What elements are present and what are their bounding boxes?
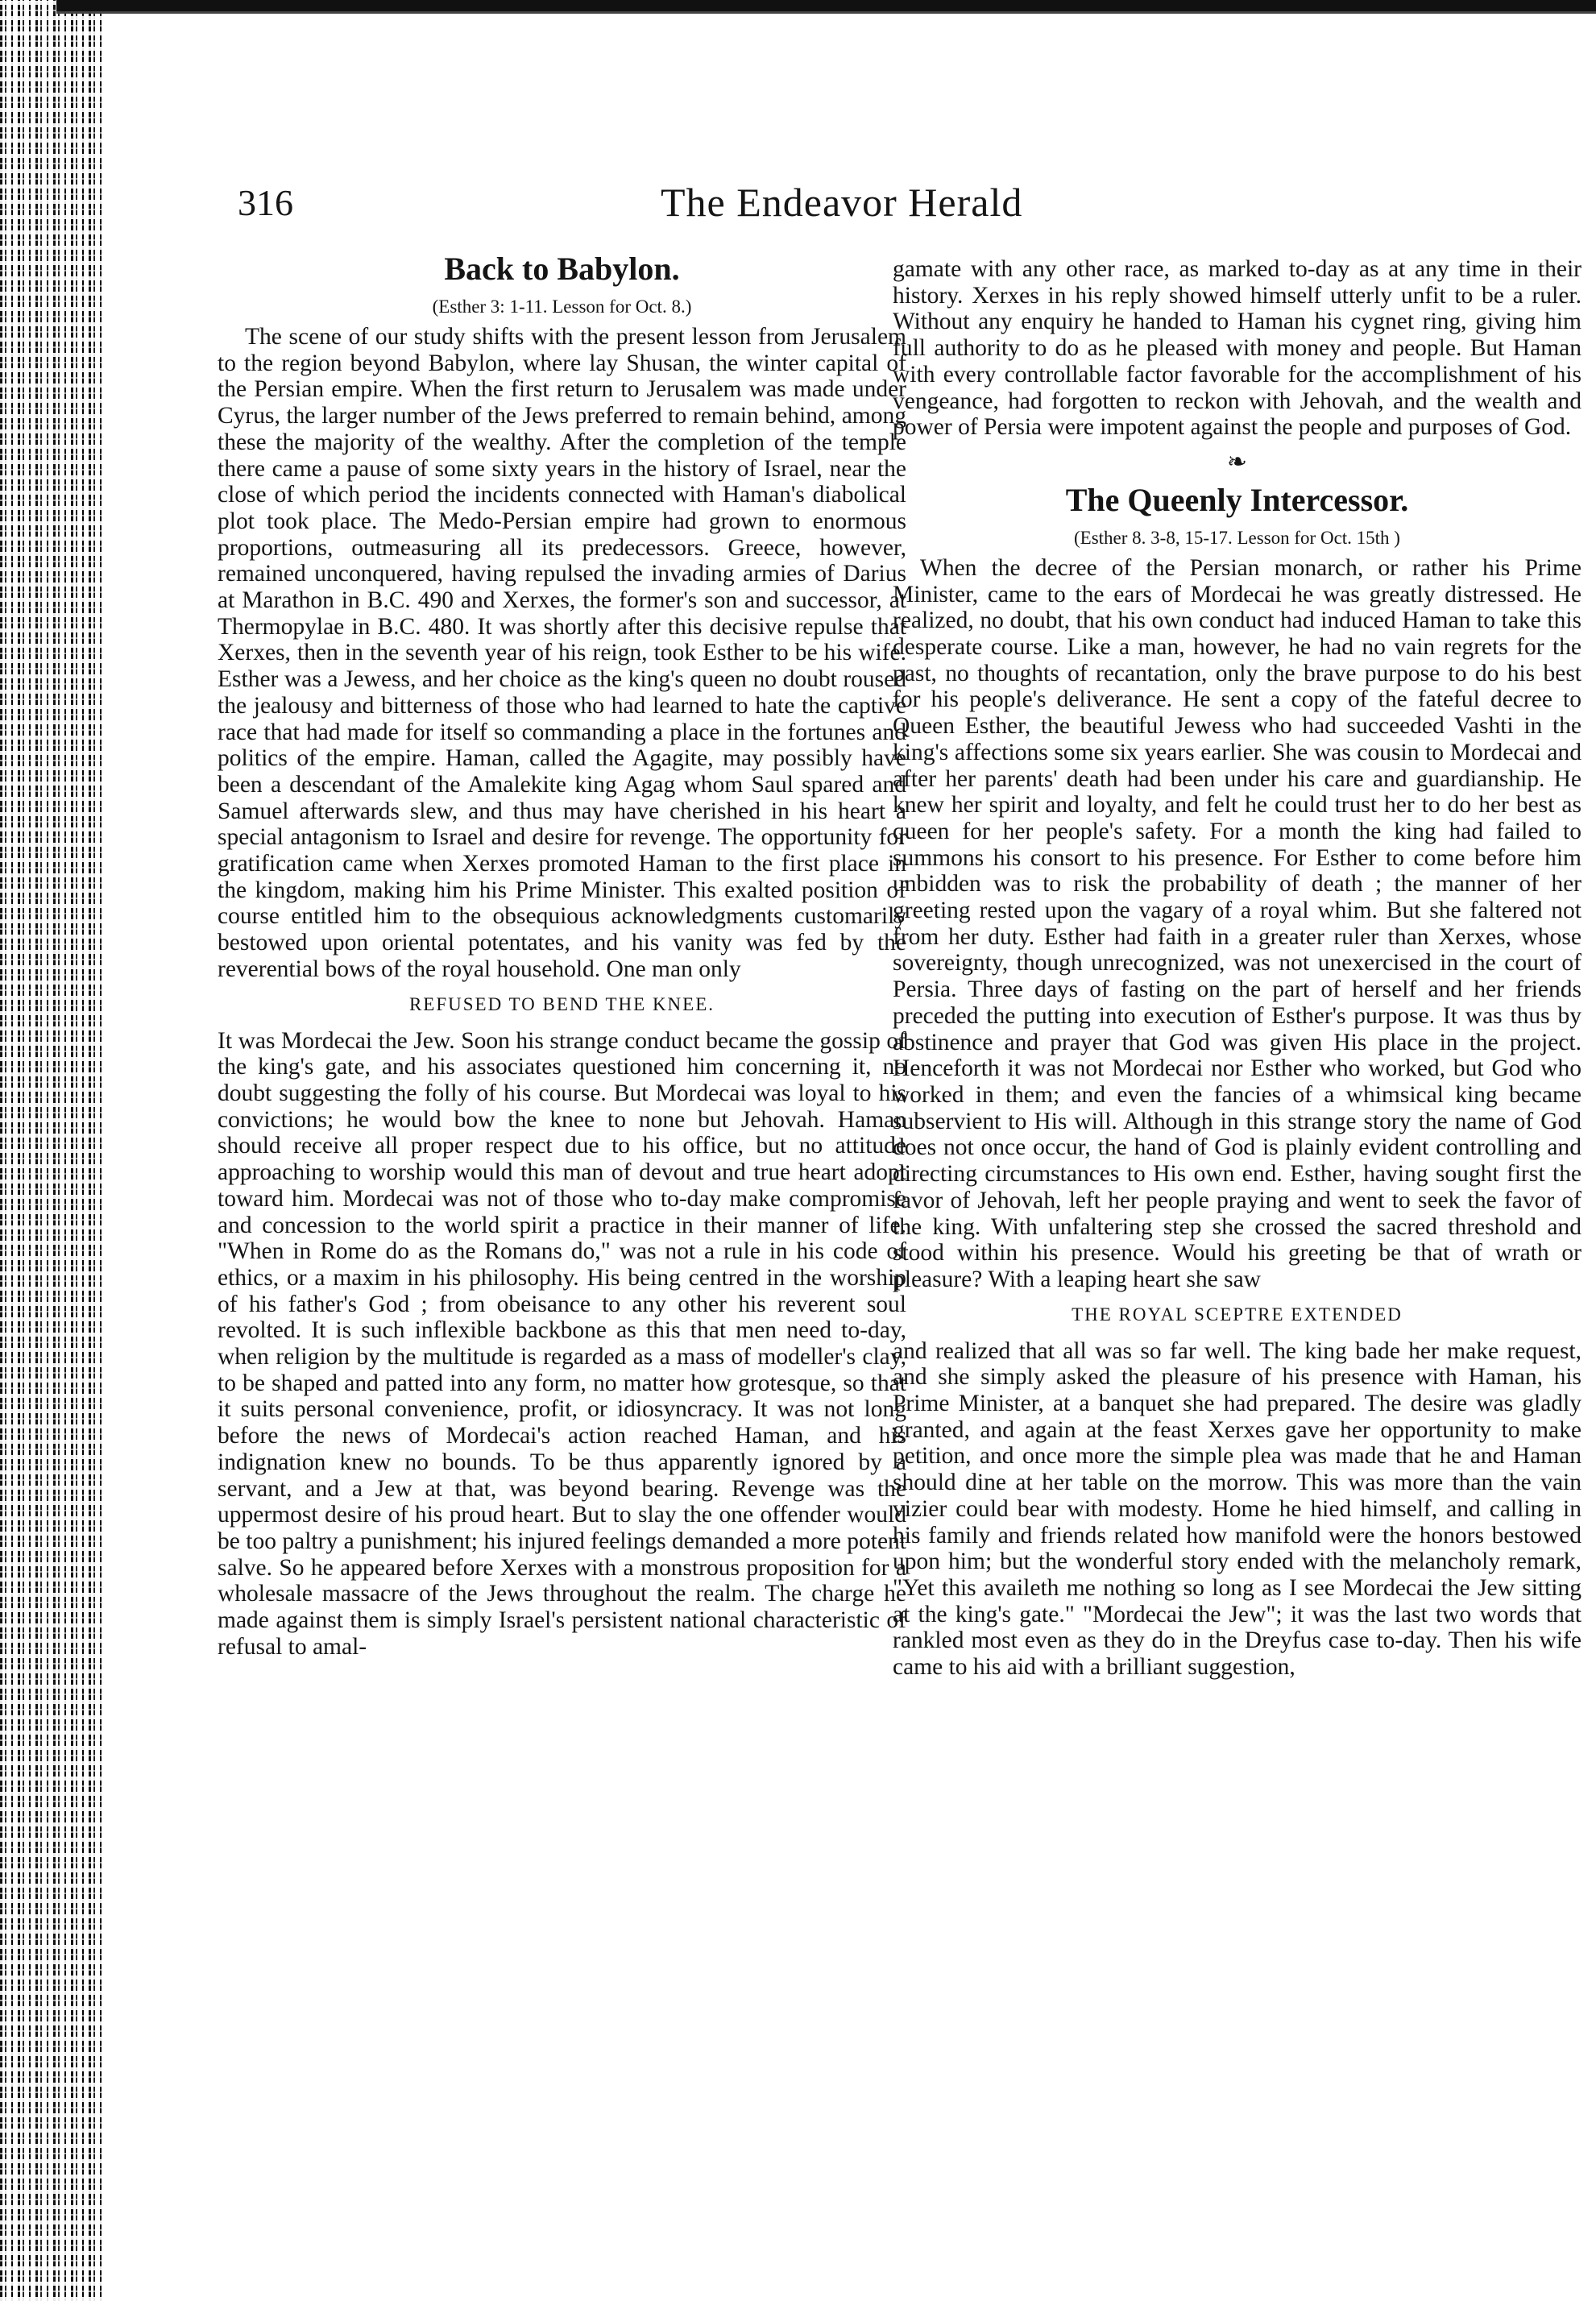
subheading: REFUSED TO BEND THE KNEE. bbox=[408, 993, 715, 1014]
body-paragraph: The scene of our study shifts with the present lesson from Jerusalem to the region beyond Babylon, where lay Shusan, the winter capital of the Persian empire. When the first return to Jerusalem was made under Cyrus, the larger number of the Jews preferred to remain behind, among these the majority of the wealthy. After the completion of the temple there came a pause of some sixty years in the history of Israel, near the close of which period the incidents connected with Haman's diabolical plot took place. The Medo-Persian empire had grown to enormous proportions, outmeasuring all its predecessors. Greece, however, remained unconquered, having repulsed the invading armies of Darius at Marathon in B.C. 490 and Xerxes, the former's son and successor, at Thermopylae in B.C. 480. It was shortly after this decisive repulse that Xerxes, then in the seventh year of his reign, took Esther to be his wife. Esther was a Jewess, and her choice as the king's queen no doubt roused the jealousy and bitterness of those who had learned to hate the captive race that had made for itself so commanding a place in the fortunes and politics of the empire. Haman, called the Agagite, may possibly have been a descendant of the Amalekite king Agag whom Saul spared and Samuel afterwards slew, and thus may have cherished in his heart a special antagonism to Israel and desire for revenge. The opportunity for gratification came when Xerxes promoted Haman to the first place in the kingdom, making him his Prime Minister. This exalted position of course entitled him to the obsequious acknowledgments customarily bestowed upon oriental potentates, and his vanity was fed by the reverential bows of the royal household. One man only bbox=[218, 324, 906, 982]
subheading: THE ROYAL SCEPTRE EXTENDED bbox=[1072, 1304, 1403, 1325]
binding-edge-texture bbox=[0, 0, 105, 2301]
page-number: 316 bbox=[238, 182, 293, 223]
body-paragraph: and realized that all was so far well. The king bade her make request, and she simply asked the pleasure of his presence with Haman, his Prime Minister, at a banquet she had prepared. The desire was gladly granted, and again at the feast Xerxes gave her opportunity to make petition, and once more the simple plea was made that he and Haman should dine at her table on the morrow. This was more than the vain vizier could bear with modesty. Home he hied himself, and calling in his family and friends related how manifold were the honors bestowed upon him; but the wonderful story ended with the melancholy remark, "Yet this availeth me nothing so long as I see Mordecai the Jew sitting at the king's gate." "Mordecai the Jew"; it was the last two words that rankled most even as they do in the Dreyfus case to-day. Then his wife came to his aid with a brilliant suggestion, bbox=[893, 1337, 1581, 1681]
left-column bbox=[218, 251, 906, 1660]
body-paragraph: It was Mordecai the Jew. Soon his strange conduct became the gossip of the king's gate, and his associates questioned him concerning it, no doubt suggesting the folly of his course. But Mordecai was loyal to his convictions; he would bow the knee to none but Jehovah. Haman should receive all proper respect due to his office, but no attitude approaching to worship would this man of devout and true heart adopt toward him. Mordecai was not of those who to-day make compromise and concession to the world spirit a practice in their manner of life. "When in Rome do as the Romans do," was not a rule in his code of ethics, or a maxim in his philosophy. His being centred in the worship of his father's God ; from obeisance to any other his reverent soul revolted. It is such inflexible backbone as this that men need to-day, when religion by the multitude is regarded as a mass of modeller's clay, to be shaped and patted into any form, no matter how grotesque, so that it suits personal convenience, profit, or idiosyncracy. It was not long before the news of Mordecai's action reached Haman, and his indignation knew no bounds. To be thus apparently ignored by a servant, and a Jew at that, was beyond bearing. Revenge was the uppermost desire of his proud heart. But to slay the one offender would be too paltry a punishment; his injured feelings demanded a more potent salve. So he appeared before Xerxes with a monstrous proposition for a wholesale massacre of the Jews throughout the realm. The charge he made against them is simply Israel's persistent national characteristic of refusal to amal- bbox=[218, 1027, 906, 1660]
ornament-icon: ❧ bbox=[1226, 448, 1248, 475]
article-title-queenly-intercessor: The Queenly Intercessor. bbox=[1065, 481, 1409, 518]
top-scan-border bbox=[56, 0, 1596, 23]
right-column bbox=[893, 256, 1581, 1681]
running-title: The Endeavor Herald bbox=[661, 180, 1023, 225]
body-paragraph: When the decree of the Persian monarch, or rather his Prime Minister, came to the ears of Mordecai he was greatly distressed. He realized, no doubt, that his own conduct had induced Haman to take this desperate course. Like a man, however, he had no vain regrets for the past, no thoughts of recantation, only the brave purpose to do his best for his people's deliverance. He sent a copy of the fateful decree to Queen Esther, the beautiful Jewess who had succeeded Vashti in the king's affections some six years earlier. She was cousin to Mordecai and after her parents' death had been under his care and guardianship. He knew her spirit and loyalty, and felt he could trust her to do her best as queen for her people's safety. For a month the king had failed to summons his consort to his presence. For Esther to come before him unbidden was to risk the probability of death ; the manner of her greeting rested upon the vagary of a royal whim. But she faltered not from her duty. Esther had faith in a greater ruler than Xerxes, whose sovereignty, though unrecognized, was not unexercised in the court of Persia. Three days of fasting on the part of herself and her friends preceded the putting into execution of Esther's purpose. It was thus by abstinence and prayer that God was given His place in the project. Henceforth it was not Mordecai nor Esther who worked, but God who worked in them; and even the fancies of a whimsical king became subservient to His will. Although in this strange story the name of God does not once occur, the hand of God is plainly evident controlling and directing circumstances to His own end. Esther, having sought first the favor of Jehovah, left her people praying and went to seek the favor of the king. With unfaltering step she crossed the sacred threshold and stood within his presence. Would his greeting be that of wrath or pleasure? With a leaping heart she saw bbox=[893, 554, 1581, 1292]
article-title-back-to-babylon: Back to Babylon. bbox=[444, 251, 680, 287]
lesson-reference: (Esther 3: 1-11. Lesson for Oct. 8.) bbox=[432, 296, 692, 317]
body-paragraph: gamate with any other race, as marked to-day as at any time in their history. Xerxes in his reply showed himself utterly unfit to be a ruler. Without any enquiry he handed to Haman his cygnet ring, giving him full authority to do as he pleased with money and people. But Haman with every controllable factor favorable for the accomplishment of his vengeance, had forgotten to reckon with Jehovah, and the wealth and power of Persia were impotent against the people and purposes of God. bbox=[893, 256, 1581, 441]
lesson-reference: (Esther 8. 3-8, 15-17. Lesson for Oct. 15th ) bbox=[1074, 527, 1400, 548]
